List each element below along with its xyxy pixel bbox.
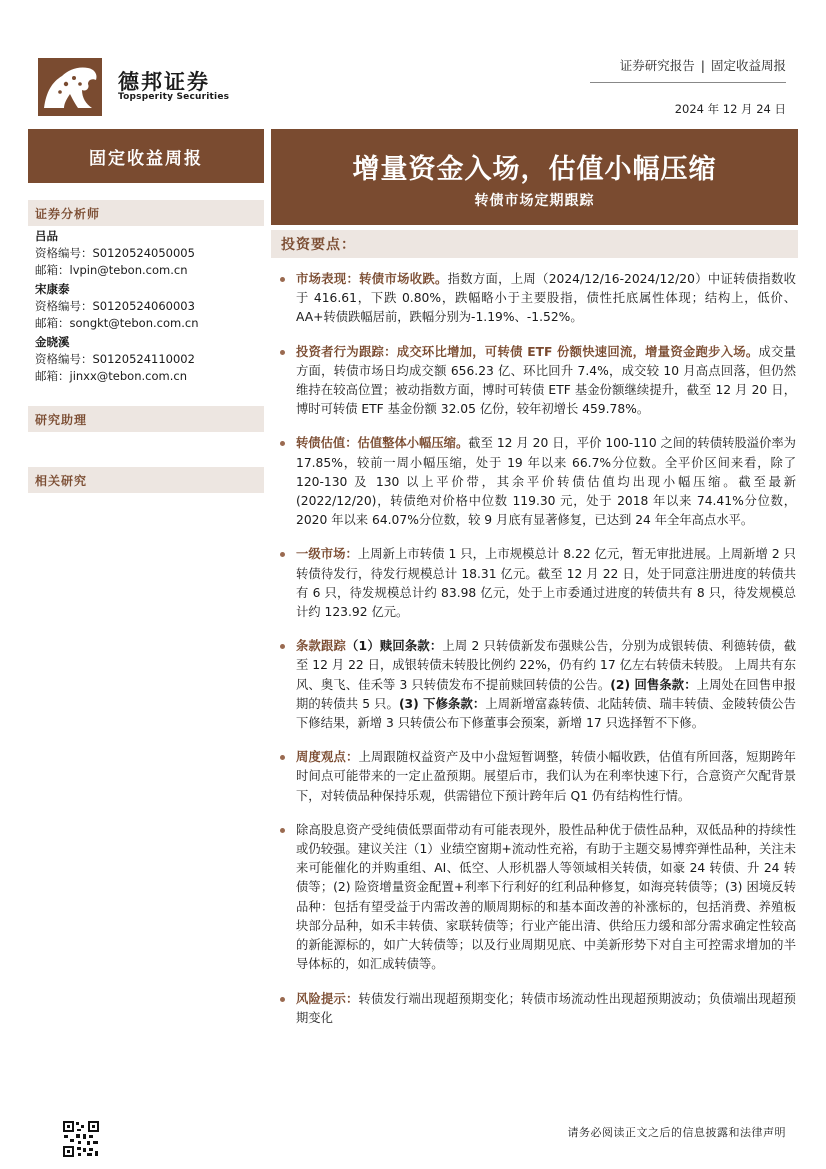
key-point-market-performance — [278, 270, 796, 328]
key-point-investor-behavior — [278, 343, 796, 420]
analyst-email[interactable]: 邮箱：lvpin@tebon.com.cn — [35, 263, 188, 277]
redemption-clause-label: （1）赎回条款： — [346, 639, 443, 654]
key-point-label: 市场表现：转债市场收跌。 — [296, 272, 448, 286]
company-logo — [38, 58, 102, 116]
analyst-block — [35, 334, 195, 385]
key-point-primary-market — [278, 545, 796, 622]
related-research-heading: 相关研究 — [28, 467, 264, 493]
analyst-block — [35, 228, 195, 279]
legal-disclaimer: 请务必阅读正文之后的信息披露和法律声明 — [567, 1126, 786, 1139]
analyst-email[interactable]: 邮箱：songkt@tebon.com.cn — [35, 316, 199, 330]
key-point-label: 投资者行为跟踪：成交环比增加，可转债 ETF 份额快速回流，增量资金跑步入场。 — [296, 344, 759, 359]
key-point-text: 截至 12 月 20 日，平价 100-110 之间的转债转股溢价率为 17.85%，较前一周小幅压缩，处于 19 年以来 66.7%分位数。全平价区间来看，除了 120-130 及 130 以上平价带，其余平价转债估值均出现小幅压缩。截至最新(2022/12/20)，转债绝对价格中位数 119.30 元，处于 2018 年以来 74.41%分位数，2020 年以来 64.07%分位数，较 9 月底有显著修复，已达到 24 年全年高点水平。 — [296, 436, 796, 528]
key-point-label: 条款跟踪 — [296, 639, 347, 654]
report-series-banner: 固定收益周报 — [28, 129, 264, 183]
redemption-clause-text: 上周 2 只转债新发布强赎公告，分别为成银转债、利德转债，截至 12 月 22 日，成银转债未转股比例约 22%，仍有约 17 亿左右转债未转股。 上周共有东风、奥飞、佳禾等 3 只转债发布不提前赎回转债的公告。 — [296, 639, 796, 692]
key-point-label: 一级市场： — [296, 547, 358, 562]
downward-revision-clause-label: (3) 下修条款： — [398, 696, 486, 711]
qr-code-icon — [62, 1120, 100, 1158]
report-date: 2024 年 12 月 24 日 — [674, 102, 786, 116]
title-banner — [271, 129, 798, 225]
analyst-name: 金晓溪 — [35, 335, 70, 349]
key-point-label: 周度观点： — [296, 750, 359, 765]
key-point-text: 上周新上市转债 1 只，上市规模总计 8.22 亿元，暂无审批进展。上周新增 2 只转债待发行，待发行规模总计 18.31 亿元。截至 12 月 22 日，处于同意注册进度的转债共有 6 只，待发规模总计约 83.98 亿元，处于上市委通过进度的转债共有 8 只，待发规模总计约 123.92 亿元。 — [296, 547, 796, 620]
analyst-license: 资格编号：S0120524110002 — [35, 352, 195, 366]
downward-revision-clause-text: 上周新增富淼转债、北陆转债、瑞丰转债、金陵转债公告下修结果，新增 3 只转债公布下修董事会预案，新增 17 只选择暂不下修。 — [296, 696, 796, 731]
analyst-block — [35, 281, 198, 332]
analyst-license: 资格编号：S0120524060003 — [35, 299, 195, 313]
analyst-name: 宋康泰 — [35, 282, 70, 296]
company-name-cn: 德邦证券 — [118, 70, 210, 94]
company-name-en: Topsperity Securities — [118, 92, 230, 102]
key-point-recommendations — [278, 821, 796, 975]
key-point-text: 指数方面，上周（2024/12/16-2024/12/20）中证转债指数收于 416.61，下跌 0.80%，跌幅略小于主要股指，债性托底属性体现；结构上，低价、AA+转债跌幅居前，跌幅分别为-1.19%、-1.52%。 — [296, 272, 796, 325]
key-point-risk-warning — [278, 990, 796, 1028]
key-point-valuation — [278, 434, 796, 530]
analyst-email[interactable]: 邮箱：jinxx@tebon.com.cn — [35, 369, 187, 383]
key-point-text: 转债发行端出现超预期变化；转债市场流动性出现超预期波动；负债端出现超预期变化 — [296, 991, 796, 1025]
key-point-text: 成交量方面，转债市场日均成交额 656.23 亿、环比回升 7.4%，成交较 10 月高点回落，但仍然维持在较高位置；被动指数方面，博时可转债 ETF 基金份额继续提升，截至 12 月 20 日，博时可转债 ETF 基金份额 32.05 亿份，较年初增长 459.78%。 — [296, 344, 796, 417]
analyst-license: 资格编号：S0120524050005 — [35, 246, 195, 260]
header-divider — [590, 82, 786, 83]
report-category: 证券研究报告 — [619, 58, 695, 73]
report-title: 增量资金入场，估值小幅压缩 — [352, 154, 717, 185]
analyst-name: 吕品 — [35, 229, 58, 243]
analysts-heading: 证券分析师 — [28, 200, 264, 226]
key-point-label: 风险提示： — [296, 991, 359, 1006]
research-assistant-heading: 研究助理 — [28, 406, 264, 432]
key-point-text: 上周跟随权益资产及中小盘短暂调整，转债小幅收跌，估值有所回落，短期跨年时间点可能带来的一定止盈预期。展望后市，我们认为在利率快速下行，合意资产欠配背景下，对转债品种保持乐观，供需错位下预计跨年后 Q1 仍有结构性行情。 — [296, 750, 796, 803]
key-point-label: 转债估值：估值整体小幅压缩。 — [296, 436, 469, 451]
putback-clause-label: (2) 回售条款： — [610, 677, 697, 692]
key-point-text: 除高股息资产受纯债低票面带动有可能表现外，股性品种优于债性品种，双低品种的持续性或仍较强。建议关注（1）业绩空窗期+流动性充裕，有助于主题交易博弈弹性品种，关注未来可能催化的并购重组、AI、低空、人形机器人等领域相关转债，如豪 24 转债、升 24 转债等；(2) 险资增量资金配置+利率下行利好的红利品种修复，如海亮转债等；(3) 困境反转品种：包括有望受益于内需改善的顺周期标的和基本面改善的补涨标的，包括消费、养殖板块部分品种，如禾丰转债、家联转债等；行业产能出清、供给压力缓和部分需求确定性较高的新能源标的，如广大转债等；以及行业周期见底、中美新形势下对自主可控需求增加的半导体标的，如汇成转债等。 — [296, 822, 796, 972]
key-points-list — [278, 270, 796, 1043]
report-subtitle: 转债市场定期跟踪 — [474, 193, 595, 209]
putback-clause-text: 上周处在回售申报期的转债共 5 只。 — [296, 677, 796, 711]
header-separator: | — [700, 58, 705, 73]
key-point-weekly-view — [278, 748, 796, 806]
key-point-clause-tracking — [278, 637, 796, 733]
key-points-heading: 投资要点： — [271, 230, 798, 258]
report-type-header — [620, 56, 786, 74]
report-type: 固定收益周报 — [710, 58, 786, 73]
